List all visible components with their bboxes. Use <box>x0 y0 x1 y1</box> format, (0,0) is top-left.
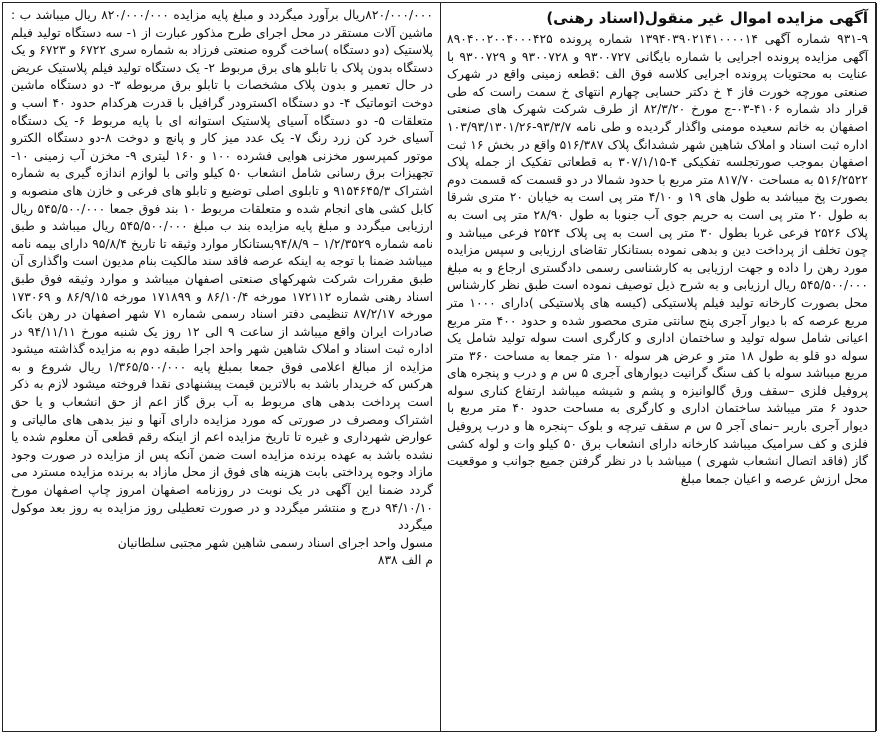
right-column-text: ۹۳۱-۹ شماره آگهی ۱۳۹۴۰۳۹۰۲۱۴۱۰۰۰۰۱۴ شماره پرونده ۸۹۰۴۰۰۲۰۰۴۰۰۰۴۲۵ آگهی مزایده پرونده اجرایی با شماره بایگانی ۹۳۰۰۷۲۷ و ۹۳۰۰۷۲۸ و ۹۳۰۰۷۲۹ با عنایت به محتویات پرونده اجرایی کلاسه فوق الف :قطعه زمینی واقع در شهرک صنعتی مورچه خورت فاز ۴ خ دکتر حسابی چهارم انتهای خ سمت راست که طی قرار داد شماره ۴۱۰۶-۰۳-ج مورخ ۸۲/۳/۲۰ از طرف شرکت شهرک های صنعتی اصفهان به خانم سعیده مومنی واگذار گردیده و طی نامه ۹۳/۳/۷-۱۰۳/۹۳/۱۳۰۱/۲۶ اداره ثبت اسناد و املاک شاهین شهر ششدانگ پلاک ۵۱۶/۳۸۷ واقع در بخش ۱۶ ثبت اصفهان بموجب صورتجلسه تفکیکی ۴-۳۰۷/۱/۱۵ به قطعاتی تفکیک از جمله پلاک ۵۱۶/۲۵۲۲ به مساحت ۸۱۷/۷۰ متر مربع با حدود شمالا در دو قسمت که قسمت دوم بصورت پخ میباشد به طول های ۱۹ و ۴/۱۰ متر پی است به خیابان ۲۰ متری شرقا به طول ۲۰ متر پی است به حریم جوی آب جنوبا به طول ۲۸/۹۰ متر پی است به پلاک ۲۵۲۶ فرعی غربا بطول ۳۰ متر پی است به پی پلاک ۲۵۲۴ فرعی میباشد و چون تخلف از پرداخت دین و بدهی نموده بستانکار تقاضای ارزیابی و سپس مزایده مورد رهن را داده و جهت ارزیابی به کارشناسی رسمی دادگستری ارجاع و به مبلغ ۵۴۵/۵۰۰/۰۰۰ ریال ارزیابی و به شرح ذیل توصیف نموده است طبق نظر کارشناس محل بصورت کارخانه تولید فیلم پلاستیکی (کیسه های پلاستیکی )دارای ۱۰۰۰ متر مربع عرصه که با دیوار آجری پنج سانتی متری محصور شده و حدود ۴۰۰ متر مربع اعیانی شامل سوله تولید و ساختمان اداری و کارگری است سوله تولید شامل یک سوله دو قلو به طول ۱۸ متر و عرض هر سوله ۱۰ متر جمعا به مساحت ۳۶۰ متر مربع میباشد سوله با کف سنگ گرانیت دیوارهای آجری ۵ س م و درب و پنجره های پروفیل فلزی –سقف ورق گالوانیزه و پشم و شیشه میباشد ارتفاع کناری سوله حدود ۶ متر میباشد ساختمان اداری و کارگری به مساحت حدود ۴۰ متر مربع با دیوار آجری باربر –نمای آجر ۵ س م سقف تیرچه و بلوک –پنجره ها و درب پروفیل فلزی و کف سرامیک میباشد کارخانه دارای انشعاب برق ۵۰ کیلو وات و لوله کشی گاز (فاقد اتصال انشعاب شهری ) میباشد با در نظر گرفتن جمیع جوانب و موقعیت محل ارزش عرصه و اعیان جمعا مبلغ <box>447 32 869 486</box>
notice-title: آگهی مزایده اموال غیر منقول(اسناد رهنی) <box>546 9 868 27</box>
notice-frame <box>2 2 876 732</box>
signature-line: مسول واحد اجرای اسناد رسمی شاهین شهر مجتبی سلطانیان <box>117 535 433 550</box>
right-column <box>441 3 877 731</box>
notice-code: م الف ۸۳۸ <box>377 553 433 568</box>
left-column-text: ۸۲۰/۰۰۰/۰۰۰ریال برآورد میگردد و مبلغ پایه مزایده ۸۲۰/۰۰۰/۰۰۰ ریال میباشد ب : ماشین آلات مستقر در محل اجرای طرح مذکور عبارت از ۱- سه دستگاه تولید فیلم پلاستیک (دو دستگاه )ساخت گروه صنعتی فرزاد به شماره سری ۶۷۲۲ و ۶۷۲۳ و یک دستگاه بدون پلاک با تابلو های برق مربوط ۲- یک دستگاه تولید فیلم پلاستیک عریض در حال تعمیر و بدون پلاک مشخصات با تابلو برق مربوطه ۳- دو دستگاه ماشین دوخت اتوماتیک ۴- دو دستگاه اکسترودر گرافیل با قدرت هرکدام حدود ۴۰ اسب و متعلقات ۵- دو دستگاه آسیای پلاستیک استوانه ای با پایه مربوط ۶- یک دستگاه آسیای خرد کن زرد رنگ ۷- یک عدد میز کار و پانچ و دوخت ۸-دو دستگاه الکترو موتور کمپرسور مخزنی هوایی فشرده ۱۰۰ و ۱۶۰ لیتری ۹- مخزن آب زمینی ۱۰- تجهیزات برق رسانی شامل انشعاب ۵۰ کیلو واتی با لوازم اندازه گیری به شماره اشتراک ۹۱۵۴۶۴۵/۳ و تابلوی اصلی توضیع و تابلو های فرعی و خازن های منصوبه و کابل کشی های انجام شده و متعلقات مربوط ۱۰ بند فوق جمعا ۵۴۵/۵۰۰/۰۰۰ ریال ارزیابی میگردد و مبلغ پایه مزایده بند ب مبلغ ۵۴۵/۵۰۰/۰۰۰ ریال میباشد و طبق نامه شماره ۱/۲/۳۵۲۹ – ۹۴/۸/۹بستانکار موارد وثیقه تا تاریخ ۹۵/۸/۴ دارای بیمه نامه میباشد ضمنا با توجه به اینکه عرصه فاقد سند مالکیت بنام مدیون است واگذاری آن طبق مقررات شرکت شهرکهای صنعتی اصفهان میباشد و موارد وثیقه فوق طبق اسناد رهنی شماره ۱۷۲۱۱۲ مورخه ۸۶/۱۰/۴ و ۱۷۱۸۹۹ مورخه ۸۶/۹/۱۵ و ۱۷۳۰۶۹ مورخه ۸۷/۲/۱۷ تنظیمی دفتر اسناد رسمی شماره ۷۱ شهر اصفهان در رهن بانک صادرات ایران واقع میباشد از ساعت ۹ الی ۱۲ روز یک شنبه مورخ ۹۴/۱۱/۱۱ در اداره ثبت اسناد و املاک شاهین شهر واحد اجرا طبقه دوم به مزایده گذاشته میشود مزایده از مبالغ اعلامی فوق جمعا بمبلغ پایه ۱/۳۶۵/۵۰۰/۰۰۰ ریال شروع و به هرکس که خریدار باشد به بالاترین قیمت پیشنهادی نقدا فروخته میشود لازم به ذکر است پرداخت بدهی های مربوط به آب برق گاز اعم از حق انشعاب و یا حق اشتراک ومصرف در صورتی که مورد مزایده دارای آنها و نیز بدهی های مالیاتی و عوارض شهرداری و غیره تا تاریخ مزایده اعم از اینکه رقم قطعی آن معلوم شده یا نشده باشد به عهده برنده مزایده است ضمن آنکه پس از مزایده در صورت وجود مازاد وجوه پرداختی بابت هزینه های فوق از محل مازاد به برنده مزایده مسترد می گردد ضمنا این آگهی در یک نوبت در روزنامه اصفهان امروز چاپ اصفهان مورخ ۹۴/۱۰/۱۰ درج و منتشر میگردد و در صورت تعطیلی روز مزایده به روز بعد موکول میگردد <box>11 8 434 533</box>
left-column <box>3 3 441 731</box>
